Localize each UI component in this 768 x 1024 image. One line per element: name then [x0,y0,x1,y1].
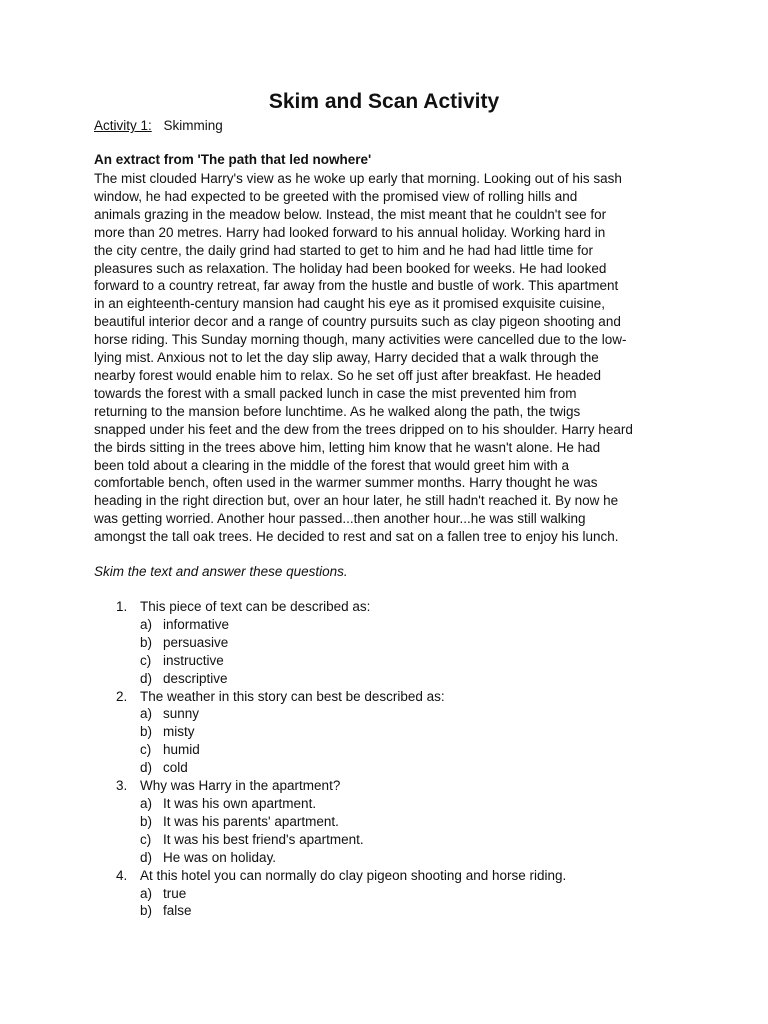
passage-line: forward to a country retreat, far away from the hustle and bustle of work. This apartment [94,278,619,294]
extract-heading: An extract from 'The path that led nowhere' [94,152,372,167]
option-letter: b) [140,813,153,829]
question-text: The weather in this story can best be described as: [140,688,445,704]
answer-option [116,670,566,688]
activity-heading [94,118,223,133]
question-item [116,688,566,778]
passage-text [94,170,674,546]
instruction-text: Skim the text and answer these questions. [94,564,348,579]
passage-line: towards the forest with a small packed lunch in case the mist prevented him from [94,385,577,401]
option-letter: b) [140,903,153,919]
option-letter: b) [140,634,153,650]
option-letter: b) [140,724,153,740]
passage-line: pleasures such as relaxation. The holiday had been booked for weeks. He had looked [94,260,607,276]
option-text: cold [163,760,188,776]
option-letter: c) [140,831,152,847]
answer-option [116,759,566,777]
answer-option [116,849,566,867]
option-letter: a) [140,795,153,811]
question-row [116,688,566,706]
answer-options [116,705,566,777]
passage-line: window, he had expected to be greeted with the promised view of rolling hills and [94,188,578,204]
question-number: 1. [116,599,128,614]
answer-option [116,813,566,831]
option-text: sunny [163,706,200,722]
passage-line: The mist clouded Harry's view as he woke up early that morning. Looking out of his sash [94,171,622,186]
answer-option [116,831,566,849]
option-letter: d) [140,670,153,686]
question-row [116,867,566,885]
answer-options [116,885,566,921]
question-item [116,867,566,921]
option-text: descriptive [163,670,228,686]
answer-option [116,902,566,920]
answer-options [116,795,566,867]
activity-label: Activity 1: [94,118,152,133]
option-letter: c) [140,652,152,668]
page-title: Skim and Scan Activity [268,90,500,113]
option-letter: d) [140,760,153,776]
question-row [116,598,566,616]
passage-line: been told about a clearing in the middle of the forest that would greet him with a [94,457,570,473]
question-text: Why was Harry in the apartment? [140,778,341,794]
option-text: informative [163,616,230,632]
option-text: instructive [163,652,224,668]
answer-option [116,705,566,723]
passage-line: comfortable bench, often used in the warmer summer months. Harry thought he was [94,475,598,491]
question-row [116,777,566,795]
passage-line: heading in the right direction but, over an hour later, he still hadn't reached it. By now he [94,493,619,509]
question-number: 3. [116,778,128,794]
question-text: At this hotel you can normally do clay pigeon shooting and horse riding. [140,867,567,883]
passage-line: the city centre, the daily grind had started to get to him and he had had little time for [94,242,594,258]
passage-line: the birds sitting in the trees above him, letting him know that he wasn't alone. He had [94,439,601,455]
passage-line: nearby forest would enable him to relax. So he set off just after breakfast. He headed [94,367,602,383]
passage-line: animals grazing in the meadow below. Instead, the mist meant that he couldn't see for [94,206,607,222]
option-text: It was his own apartment. [163,795,317,811]
question-text: This piece of text can be described as: [140,599,371,614]
passage-line: snapped under his feet and the dew from the trees dripped on to his shoulder. Harry heard [94,421,633,437]
activity-name: Skimming [163,118,223,133]
option-letter: a) [140,706,153,722]
option-letter: a) [140,616,153,632]
question-item [116,777,566,867]
passage-line: beautiful interior decor and a range of country pursuits such as clay pigeon shooting and [94,314,621,330]
question-item [116,598,566,688]
passage-line: more than 20 metres. Harry had looked forward to his annual holiday. Working hard in [94,224,606,240]
answer-option [116,741,566,759]
answer-option [116,885,566,903]
answer-option [116,795,566,813]
answer-option [116,634,566,652]
answer-option [116,616,566,634]
answer-option [116,652,566,670]
option-text: persuasive [163,634,229,650]
question-number: 2. [116,688,128,704]
passage-line: returning to the mansion before lunchtime. As he walked along the path, the twigs [94,403,581,419]
question-number: 4. [116,867,128,883]
option-letter: a) [140,885,153,901]
passage-line: lying mist. Anxious not to let the day slip away, Harry decided that a walk through the [94,350,599,366]
passage-line: horse riding. This Sunday morning though, many activities were cancelled due to the low- [94,332,627,348]
option-text: true [163,885,187,901]
passage-line: amongst the tall oak trees. He decided to rest and sat on a fallen tree to enjoy his lunch. [94,529,619,545]
question-list [116,598,566,920]
answer-options [116,616,566,688]
passage-line: was getting worried. Another hour passed...then another hour...he was still walking [94,511,586,527]
answer-option [116,723,566,741]
option-letter: c) [140,742,152,758]
option-text: He was on holiday. [163,849,277,865]
option-text: It was his best friend's apartment. [163,831,364,847]
option-letter: d) [140,849,153,865]
option-text: false [163,903,192,919]
option-text: humid [163,742,200,758]
option-text: misty [163,724,195,740]
passage-line: in an eighteenth-century mansion had caught his eye as it promised exquisite cuisine, [94,296,606,312]
option-text: It was his parents' apartment. [163,813,339,829]
